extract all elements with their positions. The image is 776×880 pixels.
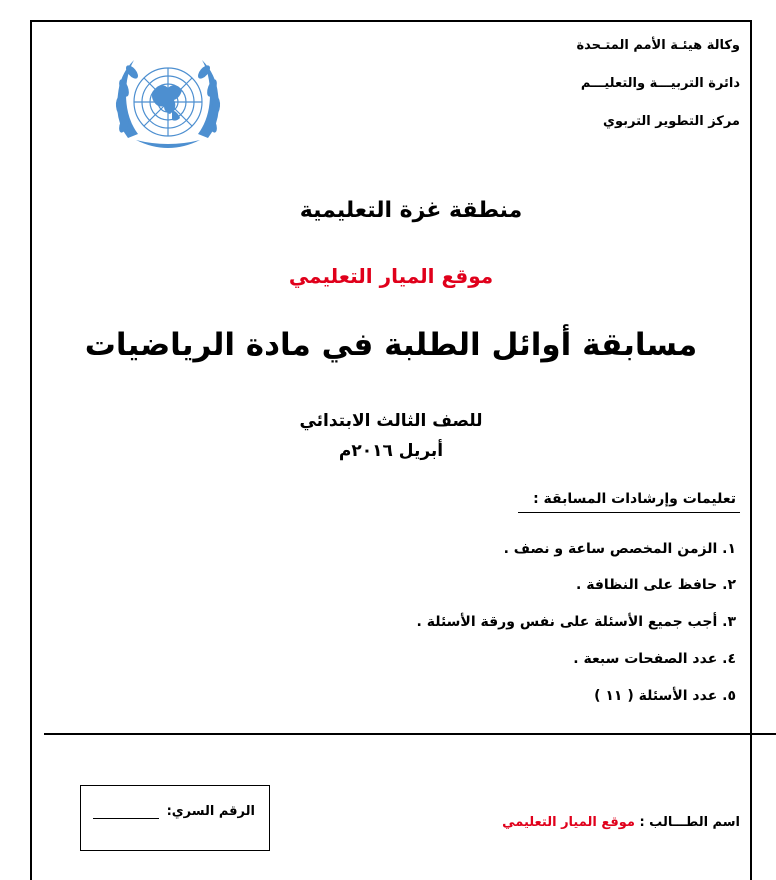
instruction-item-4: ٤. عدد الصفحات سبعة . [573,651,736,667]
instructions-title: تعليمات وإرشادات المسابقة : [533,491,736,507]
department-name: دائرة التربيـــة والتعليـــم [580,76,740,91]
instruction-item-1: ١. الزمن المخصص ساعة و نصف . [503,541,736,557]
site-title: موقع الميار التعليمي [288,264,494,288]
student-name-label: اسم الطـــالب : [639,815,740,830]
instruction-item-5: ٥. عدد الأسئلة ( ١١ ) [594,688,736,704]
agency-name: وكالة هيئـة الأمم المتـحدة [576,38,740,53]
region-title: منطقة غزة التعليمية [299,198,523,223]
student-name-row [502,815,740,830]
un-emblem-icon [110,52,226,156]
grade-title: للصف الثالث الابتدائي [299,411,483,431]
secret-number-label: الرقم السري: [166,804,255,819]
instructions-underline [518,512,740,513]
instruction-item-2: ٢. حافظ على النظافة . [576,577,736,593]
secret-number-box [80,785,270,851]
secret-number-field[interactable] [93,818,159,819]
center-name: مركز التطوير التربوي [603,114,740,129]
exam-date: أبريل ٢٠١٦م [338,441,444,461]
competition-title: مسابقة أوائل الطلبة في مادة الرياضيات [84,327,698,363]
student-name-value: موقع الميار التعليمي [502,815,635,830]
section-divider [44,733,776,735]
instruction-item-3: ٣. أجب جميع الأسئلة على نفس ورقة الأسئلة . [416,614,736,630]
